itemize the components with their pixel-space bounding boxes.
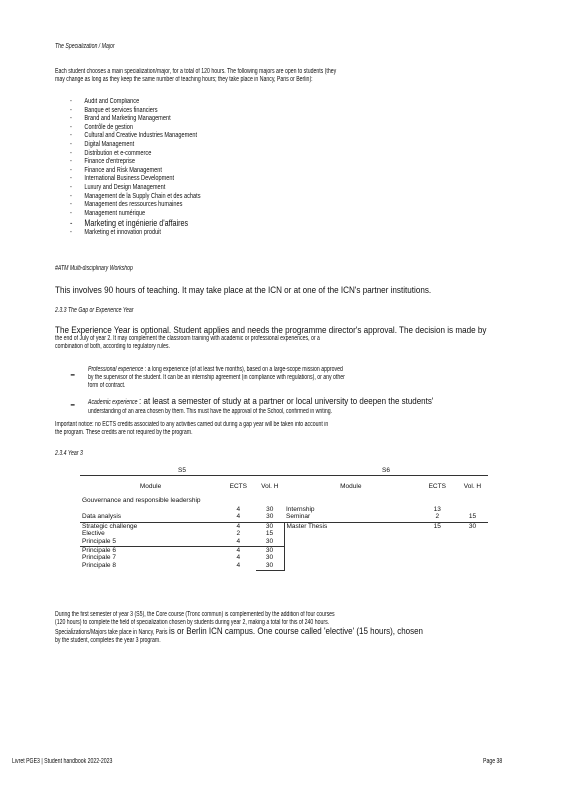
table-cell: 30 xyxy=(256,538,284,546)
table-cell: 4 xyxy=(236,538,241,545)
list-item: - Finance d'entreprise xyxy=(70,158,406,167)
table-cell: Elective xyxy=(82,530,105,537)
list-item: - Distribution et e-commerce xyxy=(70,150,406,159)
table-cell: 30 xyxy=(256,522,284,530)
professional-label: Professional experience xyxy=(88,366,144,373)
col-module: Module xyxy=(340,482,362,490)
page-number: Page 38 xyxy=(483,758,503,765)
list-item: - Management des ressources humaines xyxy=(70,201,406,210)
section-heading: The Specialization / Major xyxy=(55,43,115,50)
table-cell: 30 xyxy=(266,506,274,513)
table-cell: 30 xyxy=(266,513,274,520)
year3-heading: 2.3.4 Year 3 xyxy=(55,450,83,457)
professional-experience: - Professional experience : a long experience (of at least five months), based on a large-scope mission approved by the supervisor of the student. It can be an internship agreement (in compliance with regulations), or any other form of contract. xyxy=(70,366,510,391)
s6-label: S6 xyxy=(284,467,488,475)
majors-list xyxy=(70,98,490,238)
list-item: - International Business Development xyxy=(70,175,406,184)
table-cell: Internship xyxy=(286,506,315,513)
list-item: - Cultural and Creative Industries Management xyxy=(70,132,406,141)
list-item: - Brand and Marketing Management xyxy=(70,115,406,124)
professional-text: : a long experience (of at least five months), based on a large-scope mission approved xyxy=(144,366,343,373)
table-cell: 15 xyxy=(468,513,477,520)
list-item: - Luxury and Design Management xyxy=(70,184,406,193)
table-cell: 30 xyxy=(457,522,488,530)
academic-text: : at least a semester of study at a partner or local university to deepen the students' xyxy=(139,396,434,406)
table-cell: 4 xyxy=(221,522,256,530)
table-cell: 30 xyxy=(256,562,284,570)
list-item: - Digital Management xyxy=(70,141,406,150)
list-item: - Contrôle de gestion xyxy=(70,124,406,133)
footer-left: Livret PGE3 | Student handbook 2022-2023 xyxy=(12,758,113,765)
col-module: Module xyxy=(139,482,162,490)
academic-experience: - Academic experience : at least a semester of study at a partner or local university to deepen the students' understanding of an area chosen by them. This must have the approval of the School, confirmed in writing. xyxy=(70,396,550,416)
table-cell: Principale 6 xyxy=(80,546,221,554)
list-item: - Marketing et innovation produit xyxy=(70,229,406,238)
list-item: - Management numérique xyxy=(70,210,406,219)
important-notice: Important notice: no ECTS credits associated to any activities carried out during a gap year will be taken into account in the program. These credits are not required by the program. xyxy=(55,421,329,437)
table-cell: Principale 7 xyxy=(82,554,116,561)
col-vol: Vol. H xyxy=(261,482,279,490)
table-cell: Principale 8 xyxy=(82,562,116,569)
academic-label: Academic experience xyxy=(88,399,138,406)
list-item: - Audit and Compliance xyxy=(70,98,406,107)
table-cell: Strategic challenge xyxy=(80,522,221,530)
table-cell: Data analysis xyxy=(82,513,122,520)
atm-text: This involves 90 hours of teaching. It may take place at the ICN or at one of the ICN's partner institutions. xyxy=(55,285,432,295)
table-cell: 4 xyxy=(221,546,256,554)
list-item: - Finance and Risk Management xyxy=(70,167,406,176)
col-vol: Vol. H xyxy=(463,482,482,490)
table-cell: 2 xyxy=(435,513,440,520)
atm-heading: #ATM Multi-disciplinary Workshop xyxy=(55,265,133,272)
table-cell: Seminar xyxy=(286,513,311,520)
gap-intro: The Experience Year is optional. Student applies and needs the programme director's approval. The decision is made by the end of July of year 2. It may complement the classroom training with academic or professional experiences, or a combination of both, according to regulatory rules. xyxy=(55,325,487,351)
s5-label: S5 xyxy=(80,467,284,475)
table-cell: 30 xyxy=(256,554,284,562)
table-cell: Master Thesis xyxy=(284,522,418,530)
table-cell: 4 xyxy=(236,513,241,520)
table-cell: 4 xyxy=(236,506,241,513)
table-cell xyxy=(457,497,488,513)
year3-table xyxy=(80,467,488,571)
closing-paragraph: During the first semester of year 3 (S5), the Core course (Tronc commun) is complemented by the addition of four courses (120 hours) to complete the field of specialization chosen by students during year 2, making a total for this of 240 hours. Specializations/Majors take place in Nancy, Paris is or Berlin ICN campus. One course called 'elective' (15 hours), chosen by the student, completes the year 3 program. xyxy=(55,611,423,645)
list-item: - Banque et services financiers xyxy=(70,107,406,116)
table-cell: 2 xyxy=(236,530,241,537)
intro-paragraph: Each student chooses a main specialization/major, for a total of 120 hours. The following majors are open to students (they may change as long as they keep the same number of teaching hours; they take place in Nancy, Paris or Berlin): xyxy=(55,68,337,84)
table-cell: 15 xyxy=(256,530,284,538)
table-cell: 4 xyxy=(236,554,241,561)
table-cell: 30 xyxy=(256,546,284,554)
table-cell: Principale 5 xyxy=(82,538,116,545)
list-item: - Management de la Supply Chain et des achats xyxy=(70,193,406,202)
table-cell: 15 xyxy=(418,522,457,530)
table-cell: 4 xyxy=(236,562,241,569)
gap-heading: 2.3.3 The Gap or Experience Year xyxy=(55,307,134,314)
col-ects: ECTS xyxy=(428,482,446,490)
table-cell: Gouvernance and responsible leadership xyxy=(82,497,201,504)
table-cell: 13 xyxy=(433,506,441,513)
list-item: - Marketing et ingénierie d'affaires xyxy=(70,218,406,229)
col-ects: ECTS xyxy=(229,482,247,490)
